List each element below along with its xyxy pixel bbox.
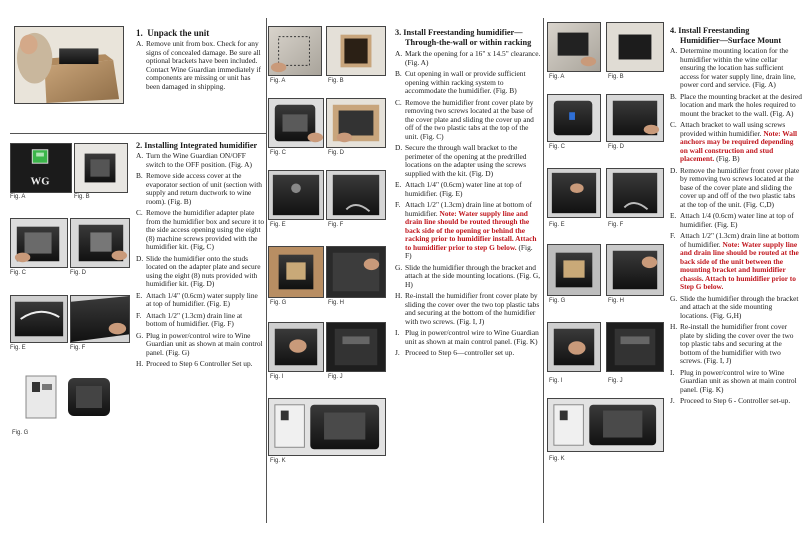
- surface-fig-j-photo: [606, 322, 664, 372]
- step-item: [136, 360, 264, 369]
- step-text: Re-install the humidifier front cover plate by sliding the cover over the two top plastic tabs and securing at the bottom of the humidifier with two screws. (Fig. I, J): [405, 291, 540, 326]
- step-letter: C.: [670, 120, 677, 129]
- integrated-fig-g-caption: Fig. G: [12, 430, 29, 436]
- step-letter: G.: [136, 330, 144, 340]
- step-item: [395, 292, 541, 326]
- step-item: [136, 172, 264, 206]
- step-item: [136, 332, 264, 358]
- wall-fig-f-caption: Fig. F: [328, 222, 344, 228]
- step-text: Plug in power/control wire to Wine Guardian unit as shown at main control panel. (Fig. K): [405, 328, 539, 346]
- step-letter: E.: [395, 180, 402, 189]
- step-tail: (Fig. B): [714, 154, 740, 163]
- section-4-steps: [670, 47, 802, 409]
- step-item: [136, 312, 264, 329]
- section-3-title-line2: Through-the-wall or within racking: [405, 38, 532, 47]
- section-2-steps: [136, 152, 264, 372]
- step-item: [136, 209, 264, 252]
- surface-fig-c-caption: Fig. C: [549, 144, 566, 150]
- integrated-fig-e-caption: Fig. E: [10, 345, 26, 351]
- step-item: [395, 70, 541, 96]
- integrated-fig-d-photo: [70, 218, 130, 268]
- step-letter: H.: [136, 359, 144, 368]
- surface-fig-j-caption: Fig. J: [608, 378, 623, 384]
- integrated-fig-d-caption: Fig. D: [70, 270, 87, 276]
- integrated-fig-c-caption: Fig. C: [10, 270, 27, 276]
- step-text: Attach bracket to wall using screws provided within humidifier.: [680, 120, 786, 138]
- wall-fig-i-caption: Fig. I: [270, 374, 284, 380]
- wall-fig-b-photo: [326, 26, 386, 76]
- wall-fig-j-caption: Fig. J: [328, 374, 343, 380]
- step-letter: G.: [670, 293, 678, 303]
- step-letter: C.: [395, 97, 402, 107]
- step-text: Place the mounting bracket at the desired location and mark the holes required to mount the bracket to the wall. (Fig. A): [680, 91, 802, 118]
- step-warning-note: Note: Wall anchors may be required depending on wall construction and stud placement.: [680, 128, 798, 163]
- step-text: Plug in power/control wire to Wine Guardian unit as shown at main control panel. (Fig. K): [680, 367, 797, 394]
- step-letter: J.: [670, 396, 675, 405]
- step-text: Remove unit from box. Check for any signs of concealed damage. Be sure all optional brackets have been included. Contact Wine Guardian immediately if components are missing or unit has been damaged in shipping.: [146, 39, 261, 91]
- surface-fig-e-photo: [547, 168, 601, 218]
- wall-fig-e-caption: Fig. E: [270, 222, 286, 228]
- step-letter: G.: [395, 262, 403, 272]
- step-letter: D.: [670, 165, 678, 175]
- wall-fig-g-caption: Fig. G: [270, 300, 287, 306]
- step-text: Secure the through wall bracket to the perimeter of the opening at the predrilled locations on the adapter using the screws supplied with the kit. (Fig. D): [405, 143, 527, 178]
- section-3-steps: [395, 50, 541, 361]
- surface-fig-c-photo: [547, 94, 601, 142]
- step-text: Re-install the humidifier front cover plate by sliding the cover over the two top plastic tabs and securing at the bottom of the humidifier with two screws. (Fig. I, J): [680, 322, 794, 365]
- step-letter: F.: [136, 310, 142, 320]
- step-warning-note: Note: Water supply line and drain line should be routed at the back side of the unit between the mounting bracket and humidifier chassis. Attach to humidifier prior to Step G below.: [680, 239, 799, 291]
- step-text: Remove the humidifier adapter plate from the humidifier box and secure it to the side access opening using the eight (8) machine screws provided with the humidifier kit. (Fig, C): [146, 208, 265, 251]
- step-item: [136, 292, 264, 309]
- step-item: [136, 255, 264, 289]
- step-item: [670, 121, 802, 164]
- step-letter: A.: [136, 151, 144, 160]
- step-letter: F.: [395, 200, 401, 209]
- step-item: [395, 329, 541, 346]
- surface-fig-h-caption: Fig. H: [608, 298, 625, 304]
- step-item: [395, 50, 541, 67]
- step-item: [670, 167, 802, 210]
- surface-fig-d-photo: [606, 94, 664, 142]
- step-text: Proceed to Step 6 Controller Set up.: [146, 359, 253, 368]
- step-letter: C.: [136, 208, 143, 217]
- step-letter: B.: [136, 171, 143, 180]
- step-text: Attach 1/2" (1.3cm) drain line at bottom of humidifier.: [680, 231, 799, 249]
- wall-fig-c-photo: [268, 98, 324, 148]
- step-item: [136, 152, 264, 169]
- surface-fig-g-caption: Fig. G: [549, 298, 566, 304]
- surface-fig-a-caption: Fig. A: [549, 74, 565, 80]
- wall-fig-c-caption: Fig. C: [270, 150, 287, 156]
- integrated-fig-a-photo: [10, 143, 72, 193]
- surface-fig-g-photo: [547, 244, 601, 296]
- step-item: [670, 295, 802, 321]
- step-item: [395, 201, 541, 261]
- step-item: [395, 264, 541, 290]
- section-divider: [10, 133, 266, 134]
- column-divider-1: [266, 18, 267, 523]
- wall-fig-f-photo: [326, 170, 386, 220]
- step-letter: J.: [395, 348, 400, 357]
- step-letter: D.: [136, 253, 144, 263]
- wall-fig-a-caption: Fig. A: [270, 78, 286, 84]
- step-item: [395, 349, 541, 358]
- step-text: Remove the humidifier front cover plate by removing two screws located at the base of the cover plate and sliding the cover up and off of the two plastic tabs at the top of the unit. (Fig. C,D): [680, 165, 800, 209]
- wall-fig-a-photo: [268, 26, 322, 76]
- step-letter: E.: [670, 211, 677, 220]
- step-text: Proceed to Step 6—controller set up.: [405, 348, 515, 357]
- step-item: [670, 397, 802, 406]
- step-letter: H.: [395, 291, 403, 300]
- surface-fig-h-photo: [606, 244, 664, 296]
- step-item: [670, 93, 802, 119]
- surface-fig-b-caption: Fig. B: [608, 74, 624, 80]
- step-item: [395, 181, 541, 198]
- step-text: Turn the Wine Guardian ON/OFF switch to the OFF position. (Fig. A): [146, 151, 252, 169]
- step-letter: B.: [395, 69, 402, 78]
- wall-fig-e-photo: [268, 170, 324, 220]
- column-divider-2: [543, 18, 544, 523]
- step-text: Attach 1/2" (1.3cm) drain line at bottom of humidifier. (Fig. F): [146, 310, 243, 328]
- section-4-title-line2: Humidifier—Surface Mount: [680, 36, 782, 45]
- step-text: Slide the humidifier through the bracket and attach at the side mounting locations. (Fig. G,H): [680, 293, 799, 320]
- step-text: Attach 1/4 (0.6cm) water line at top of humidifier. (Fig. E): [680, 211, 794, 229]
- integrated-fig-f-caption: Fig. F: [70, 345, 86, 351]
- step-text: Proceed to Step 6 - Controller set-up.: [680, 396, 791, 405]
- step-letter: I.: [670, 367, 675, 377]
- wall-fig-k-photo: [268, 398, 386, 456]
- step-item: [670, 212, 802, 229]
- step-letter: F.: [670, 231, 676, 240]
- step-item: [670, 369, 802, 395]
- step-item: [670, 323, 802, 366]
- step-text: Slide the humidifier onto the studs located on the adapter plate and secure using the eight (8) nuts provided with humidifier kit. (Fig. D): [146, 253, 261, 288]
- section-3-title-line1: 3. Install Freestanding humidifier—: [395, 28, 523, 37]
- wall-fig-k-caption: Fig. K: [270, 458, 286, 464]
- step-text: Determine mounting location for the humidifier within the wine cellar ensuring the location has sufficient access for water supply line, drain line, power cord and service. (Fig. A): [680, 46, 796, 89]
- step-letter: B.: [670, 91, 677, 101]
- integrated-fig-f-photo: [70, 295, 130, 343]
- step-tail: (Fig. F): [405, 242, 533, 260]
- step-item: [670, 47, 802, 90]
- surface-fig-k-photo: [547, 398, 664, 452]
- step-item: [395, 99, 541, 142]
- surface-fig-k-caption: Fig. K: [549, 456, 565, 462]
- wall-fig-d-caption: Fig. D: [328, 150, 345, 156]
- step-letter: I.: [395, 328, 400, 337]
- wall-fig-h-caption: Fig. H: [328, 300, 345, 306]
- step-text: Remove the humidifier front cover plate by removing two screws located at the base of the cover plate and sliding the cover up and off of the two plastic tabs at the top of the unit. (Fig. C): [405, 97, 534, 141]
- step-letter: D.: [395, 143, 403, 152]
- integrated-fig-e-photo: [10, 295, 68, 343]
- unpack-photo: [14, 26, 124, 104]
- wine-guardian-logo: WG: [30, 176, 50, 188]
- section-4-title-line1: 4. Install Freestanding: [670, 26, 750, 35]
- step-letter: A.: [670, 46, 678, 55]
- step-item: [395, 144, 541, 178]
- step-text: Remove side access cover at the evaporator section of unit (section with supply and return ductwork to wine room). (Fig. B): [146, 171, 262, 206]
- step-letter: H.: [670, 322, 678, 331]
- step-text: Slide the humidifier through the bracket and attach at the side mounting locations. (Fig. G, H): [405, 262, 541, 289]
- step-text: Plug in power/control wire to Wine Guardian unit as shown at main control panel. (Fig. G): [146, 330, 263, 357]
- integrated-fig-b-caption: Fig. B: [74, 194, 90, 200]
- surface-fig-i-photo: [547, 322, 601, 372]
- step-item: [136, 40, 264, 91]
- surface-fig-f-caption: Fig. F: [608, 222, 624, 228]
- step-text: Attach 1/2" (1.3cm) drain line at bottom of humidifier.: [405, 200, 532, 218]
- section-2-title: 2. Installing Integrated humidifier: [136, 141, 258, 150]
- wall-fig-d-photo: [326, 98, 386, 148]
- step-item: [670, 232, 802, 292]
- surface-fig-i-caption: Fig. I: [549, 378, 563, 384]
- wall-fig-j-photo: [326, 322, 386, 372]
- integrated-fig-g-photo: [12, 370, 122, 425]
- step-text: Attach 1/4" (0.6cm) water line at top of humidifier. (Fig. E): [405, 180, 522, 198]
- section-1-steps: [136, 40, 264, 94]
- integrated-fig-c-photo: [10, 218, 68, 268]
- step-text: Attach 1/4" (0.6cm) water supply line at top of humidifier. (Fig. E): [146, 290, 258, 308]
- surface-fig-a-photo: [547, 22, 601, 72]
- surface-fig-f-photo: [606, 168, 664, 218]
- step-text: Cut opening in wall or provide sufficient opening within racking system to accommodate the humidifier. (Fig. B): [405, 69, 526, 95]
- step-letter: A.: [395, 49, 403, 58]
- step-letter: E.: [136, 290, 143, 300]
- integrated-fig-a-caption: Fig. A: [10, 194, 26, 200]
- surface-fig-b-photo: [606, 22, 664, 72]
- wall-fig-g-photo: [268, 246, 324, 298]
- surface-fig-d-caption: Fig. D: [608, 144, 625, 150]
- wall-fig-i-photo: [268, 322, 324, 372]
- step-letter: A.: [136, 39, 144, 48]
- surface-fig-e-caption: Fig. E: [549, 222, 565, 228]
- step-warning-note: Note: Water supply line and drain line should be routed through the back side of the opening or behind the racking prior to humidifier install. Attach to humidifier prior to step G below.: [405, 208, 537, 252]
- step-text: Mark the opening for a 16" x 14.5" clearance. (Fig. A): [405, 49, 541, 67]
- integrated-fig-b-photo: [74, 143, 128, 193]
- wall-fig-h-photo: [326, 246, 386, 298]
- wall-fig-b-caption: Fig. B: [328, 78, 344, 84]
- section-1-title: 1. Unpack the unit: [136, 28, 210, 38]
